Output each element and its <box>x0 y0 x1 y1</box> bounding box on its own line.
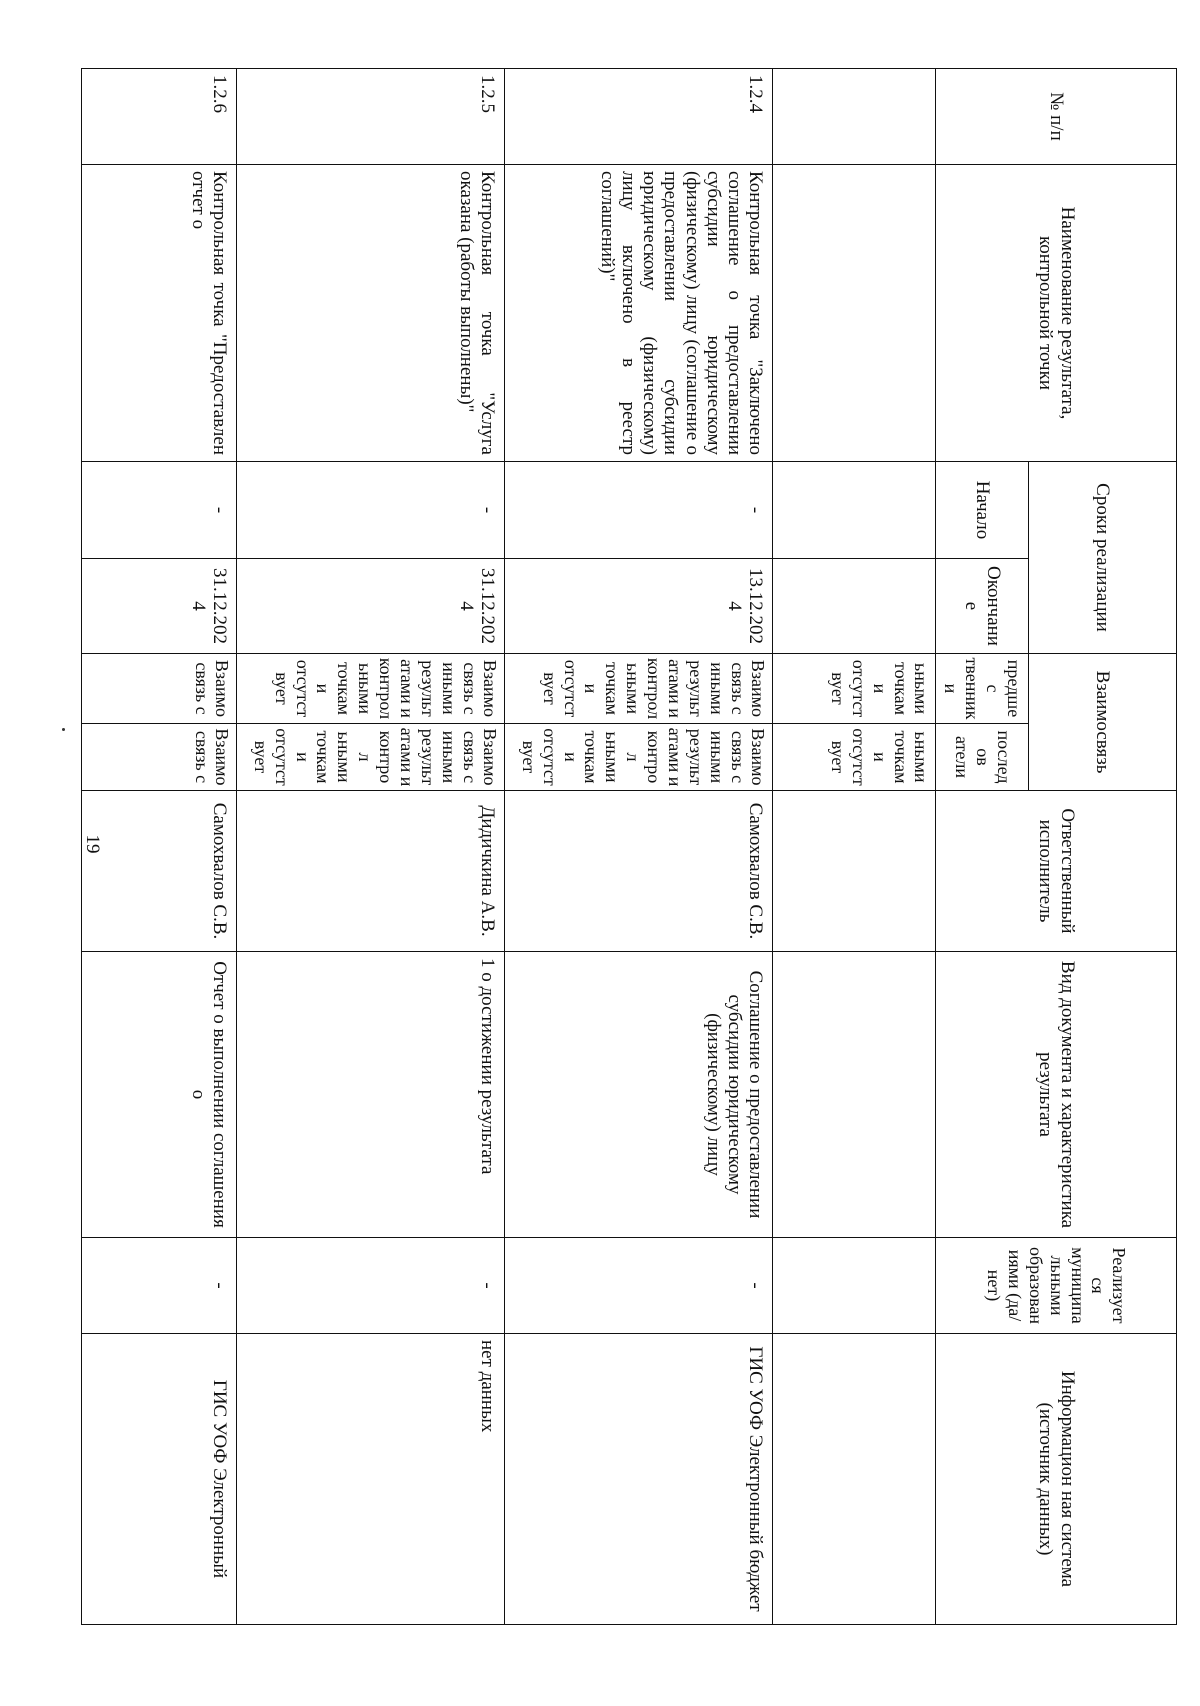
header-terms: Сроки реализации <box>1029 462 1177 654</box>
header-row-1 <box>1029 69 1177 1625</box>
cell-start: - <box>237 462 505 559</box>
cell-empty <box>773 165 936 462</box>
cell-empty <box>773 559 936 654</box>
table-row-continuation <box>773 69 936 1625</box>
cell-empty <box>773 69 936 165</box>
cell-predecessors: Взаимо связь с иными результ атами и контрол ьными точкам и отсутст вует <box>237 654 505 724</box>
cell-system: нет данных <box>237 1334 505 1625</box>
cell-successors: Взаимо связь с иными результ атами и контрол ьными точкам и отсутст вует <box>237 724 505 791</box>
cell-empty <box>773 462 936 559</box>
cell-empty <box>773 1334 936 1625</box>
results-table <box>82 68 1178 1625</box>
header-start: Начало <box>936 462 1029 559</box>
cell-municipal: - <box>237 1238 505 1334</box>
cell-predecessors: Взаимо связь с <box>82 654 237 724</box>
cell-responsible: Самохвалов С.В. <box>505 791 773 952</box>
cell-municipal: - <box>505 1238 773 1334</box>
cell-responsible: Дидичкина А.В. <box>237 791 505 952</box>
cell-num: 1.2.6 <box>82 69 237 165</box>
header-system: Информацион ная система (источник данных) <box>936 1334 1177 1625</box>
cell-document: Соглашение о предоставлении субсидии юридическому (физическому) лицу <box>505 952 773 1238</box>
cell-predecessors: ьными точкам и отсутст вует <box>773 654 936 724</box>
cell-municipal: - <box>82 1238 237 1334</box>
scan-speck <box>62 728 65 731</box>
cell-empty <box>773 1238 936 1334</box>
cell-end: 31.12.2024 <box>82 559 237 654</box>
cell-system: ГИС УОФ Электронный <box>82 1334 237 1625</box>
cell-system: ГИС УОФ Электронный бюджет <box>505 1334 773 1625</box>
header-end: Окончани е <box>936 559 1029 654</box>
cell-name: Контрольная точка "Предоставлен отчет о <box>82 165 237 462</box>
header-successors: последов атели <box>936 724 1029 791</box>
header-municipal: Реализует ся муниципа льными образован иями (да/нет) <box>936 1238 1177 1334</box>
header-predecessors: предшес твенники <box>936 654 1029 724</box>
header-document: Вид документа и характеристика результата <box>936 952 1177 1238</box>
cell-end: 31.12.2024 <box>237 559 505 654</box>
rotated-table-container <box>117 68 1177 1624</box>
page-number: 19 <box>82 834 103 854</box>
table-row <box>505 69 773 1625</box>
table-row <box>82 69 237 1625</box>
cell-document: 1 о достижении результата <box>237 952 505 1238</box>
header-relation: Взаимосвязь <box>1029 654 1177 791</box>
table-row <box>237 69 505 1625</box>
cell-end: 13.12.2024 <box>505 559 773 654</box>
cell-empty <box>773 791 936 952</box>
header-responsible: Ответственный исполнитель <box>936 791 1177 952</box>
header-name: Наименование результата, контрольной точки <box>936 165 1177 462</box>
cell-successors: ьными точкам и отсутст вует <box>773 724 936 791</box>
cell-name: Контрольная точка "Заключено соглашение о предоставлении субсидии юридическому (физическому) лицу (соглашение о предоставлении субсидии юридическому (физическому) лицу включено в реестр соглашений)" <box>505 165 773 462</box>
cell-empty <box>773 952 936 1238</box>
cell-document: Отчет о выполнении соглашения о <box>82 952 237 1238</box>
header-num: № п/п <box>936 69 1177 165</box>
cell-start: - <box>82 462 237 559</box>
cell-name: Контрольная точка "Услуга оказана (работы выполнены)" <box>237 165 505 462</box>
cell-num: 1.2.5 <box>237 69 505 165</box>
cell-successors: Взаимо связь с <box>82 724 237 791</box>
table-rotation-frame <box>117 68 1177 1624</box>
cell-num: 1.2.4 <box>505 69 773 165</box>
cell-start: - <box>505 462 773 559</box>
cell-responsible: Самохвалов С.В. <box>82 791 237 952</box>
cell-successors: Взаимо связь с иными результ атами и контрол ьными точкам и отсутст вует <box>505 724 773 791</box>
cell-predecessors: Взаимо связь с иными результ атами и контрол ьными точкам и отсутст вует <box>505 654 773 724</box>
